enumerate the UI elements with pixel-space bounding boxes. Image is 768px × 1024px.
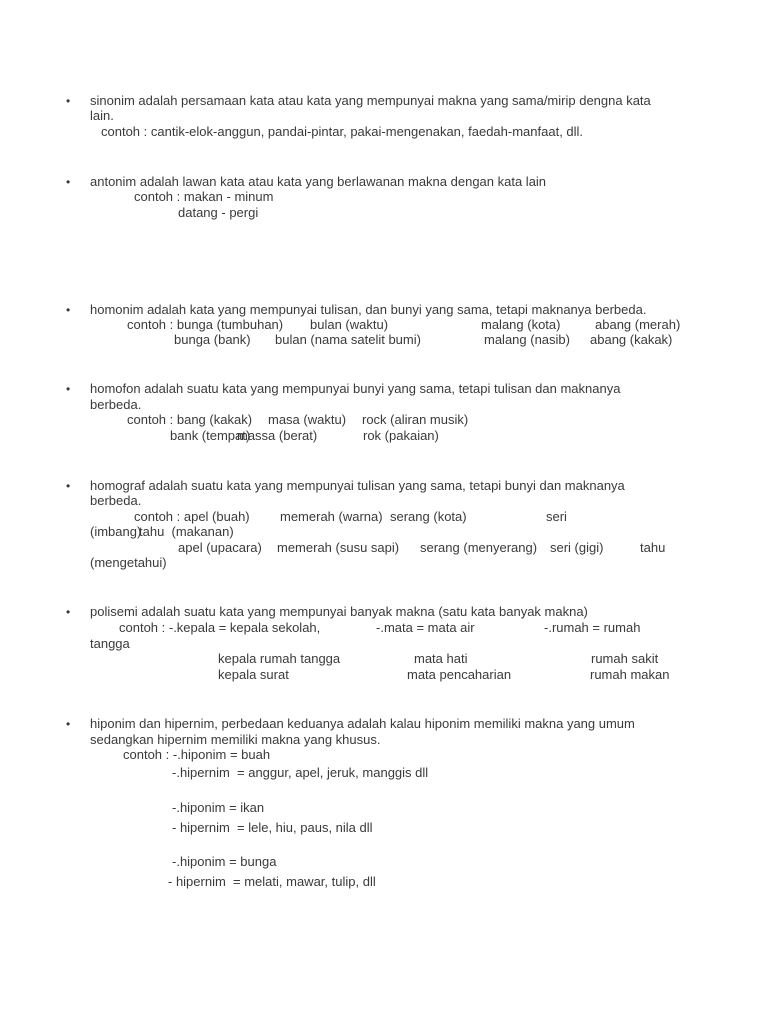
example-text: apel (upacara) [178, 540, 262, 555]
example-text: massa (berat) [237, 428, 318, 443]
example-text: datang - pergi [178, 205, 259, 220]
example-text: rumah makan [590, 667, 670, 682]
definition-text: polisemi adalah suatu kata yang mempunyai banyak makna (satu kata banyak makna) [90, 604, 588, 619]
example-text: bulan (waktu) [310, 317, 389, 332]
example-text: seri (gigi) [550, 540, 604, 555]
bullet-icon: • [66, 479, 71, 493]
definition-text: homonim adalah kata yang mempunyai tulisan, dan bunyi yang sama, tetapi maknanya berbeda. [90, 302, 647, 317]
example-text: tahu [640, 540, 666, 555]
bullet-icon: • [66, 94, 71, 108]
bullet-icon: • [66, 382, 71, 396]
bullet-icon: • [66, 717, 71, 731]
example-text: -.mata = mata air [376, 620, 475, 635]
example-text: (imbang) [90, 524, 142, 539]
example-text: abang (kakak) [590, 332, 673, 347]
example-text: contoh : apel (buah) [134, 509, 250, 524]
example-text: contoh : cantik-elok-anggun, pandai-pintar, pakai-mengenakan, faedah-manfaat, dll. [101, 124, 584, 139]
example-text: lain. [90, 108, 114, 123]
example-text: -.hiponim = ikan [172, 800, 265, 815]
example-text: -.hipernim = anggur, apel, jeruk, manggis dll [172, 765, 429, 780]
example-text: (mengetahui) [90, 555, 167, 570]
bullet-icon: • [66, 605, 71, 619]
example-text: masa (waktu) [268, 412, 347, 427]
definition-text: antonim adalah lawan kata atau kata yang berlawanan makna dengan kata lain [90, 174, 547, 189]
example-text: contoh : -.kepala = kepala sekolah, [119, 620, 321, 635]
example-text: -.hiponim = bunga [172, 854, 277, 869]
example-text: sedangkan hipernim memiliki makna yang khusus. [90, 732, 381, 747]
example-text: bunga (bank) [174, 332, 251, 347]
example-text: bank (tempat) [170, 428, 251, 443]
example-text: serang (menyerang) [420, 540, 538, 555]
example-text: mata pencaharian [407, 667, 512, 682]
example-text: rok (pakaian) [363, 428, 439, 443]
example-text: berbeda. [90, 493, 142, 508]
example-text: rumah sakit [591, 651, 659, 666]
example-text: mata hati [414, 651, 468, 666]
example-text: kepala rumah tangga [218, 651, 341, 666]
example-text: seri [546, 509, 567, 524]
example-text: serang (kota) [390, 509, 467, 524]
example-text: contoh : bang (kakak) [127, 412, 253, 427]
example-text: contoh : -.hiponim = buah [123, 747, 271, 762]
example-text: bulan (nama satelit bumi) [275, 332, 421, 347]
example-text: tangga [90, 636, 130, 651]
example-text: - hipernim = melati, mawar, tulip, dll [168, 874, 376, 889]
bullet-icon: • [66, 175, 71, 189]
example-text: tahu (makanan) [139, 524, 234, 539]
example-text: contoh : bunga (tumbuhan) [127, 317, 284, 332]
example-text: abang (merah) [595, 317, 681, 332]
example-text: - hipernim = lele, hiu, paus, nila dll [172, 820, 373, 835]
example-text: rock (aliran musik) [362, 412, 469, 427]
example-text: memerah (susu sapi) [277, 540, 400, 555]
example-text: kepala surat [218, 667, 289, 682]
example-text: memerah (warna) [280, 509, 383, 524]
example-text: berbeda. [90, 397, 142, 412]
bullet-icon: • [66, 303, 71, 317]
definition-text: homofon adalah suatu kata yang mempunyai bunyi yang sama, tetapi tulisan dan maknanya [90, 381, 621, 396]
definition-text: homograf adalah suatu kata yang mempunyai tulisan yang sama, tetapi bunyi dan maknanya [90, 478, 625, 493]
example-text: -.rumah = rumah [544, 620, 641, 635]
example-text: malang (kota) [481, 317, 561, 332]
example-text: malang (nasib) [484, 332, 570, 347]
definition-text: sinonim adalah persamaan kata atau kata yang mempunyai makna yang sama/mirip dengna kata [90, 93, 651, 108]
example-text: contoh : makan - minum [134, 189, 274, 204]
definition-text: hiponim dan hipernim, perbedaan keduanya adalah kalau hiponim memiliki makna yang umum [90, 716, 635, 731]
